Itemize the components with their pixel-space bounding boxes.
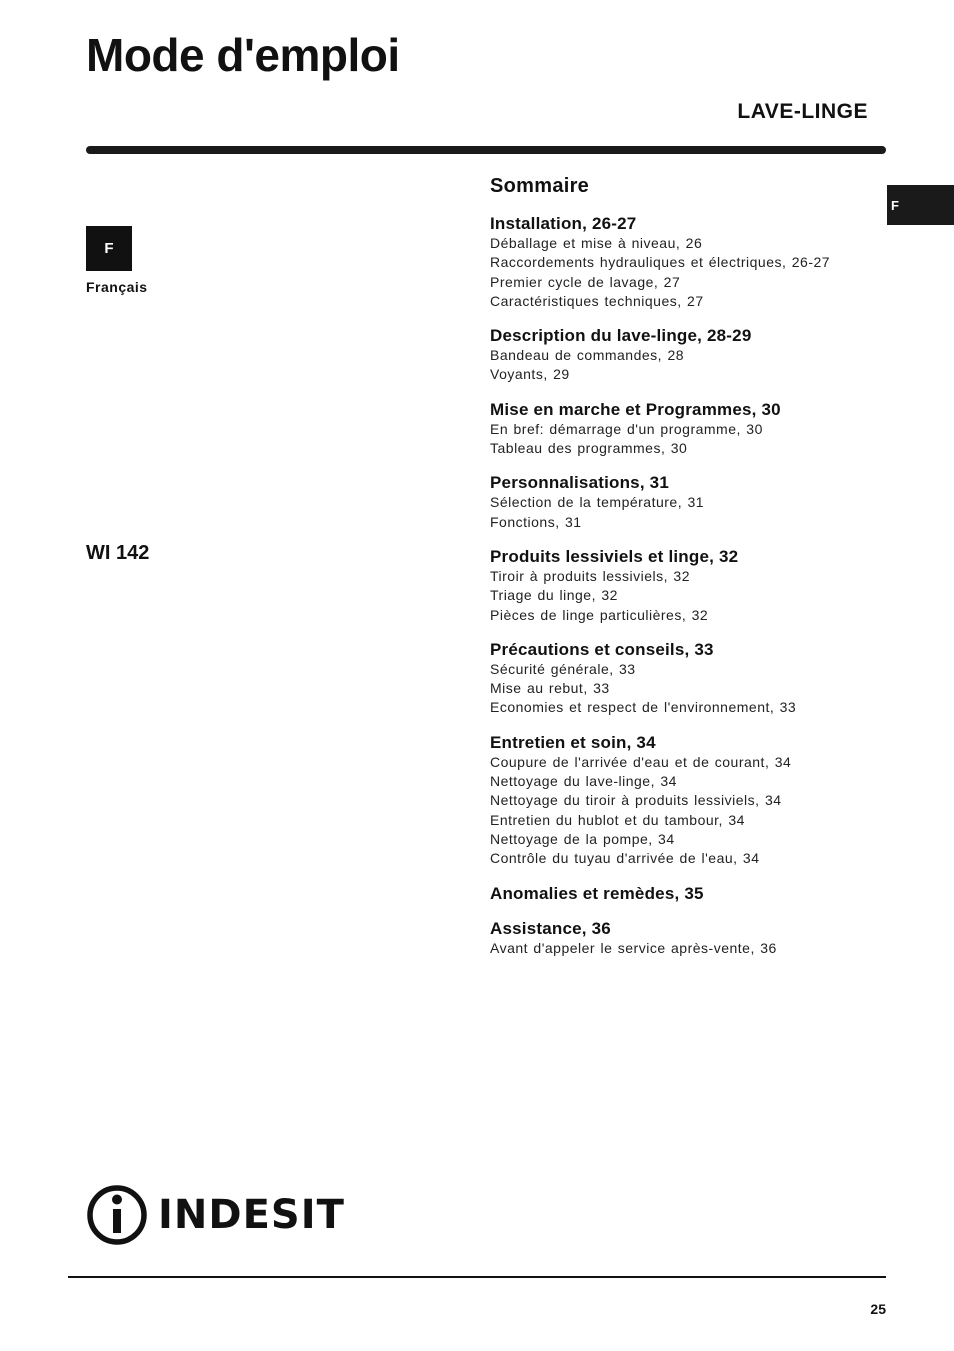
toc-item: Contrôle du tuyau d'arrivée de l'eau, 34: [490, 850, 760, 867]
indesit-logo-icon: [86, 1184, 148, 1246]
toc-section: [490, 640, 870, 718]
toc-item: Bandeau de commandes, 28: [490, 347, 685, 364]
toc-section: [490, 473, 870, 532]
toc-item: En bref: démarrage d'un programme, 30: [490, 420, 763, 437]
toc-item-list: [490, 234, 870, 311]
toc-section: [490, 400, 870, 459]
toc-item-list: [490, 420, 870, 459]
toc-item: Fonctions, 31: [490, 513, 582, 530]
brand-logo: [86, 1184, 345, 1246]
toc-item: Caractéristiques techniques, 27: [490, 292, 704, 309]
footer-divider: [68, 1276, 886, 1278]
toc-title: Sommaire: [490, 175, 590, 197]
header-divider: [86, 146, 886, 154]
toc-item: Avant d'appeler le service après-vente, 36: [490, 939, 777, 956]
language-side-tab: F: [887, 185, 954, 225]
toc-section-heading: Personnalisations, 31: [490, 473, 669, 493]
toc-sections: [490, 214, 870, 958]
toc-item: Nettoyage du tiroir à produits lessiviels, 34: [490, 792, 782, 809]
toc-item: Premier cycle de lavage, 27: [490, 273, 681, 290]
toc-section: [490, 547, 870, 625]
toc-item-list: [490, 753, 870, 869]
toc-item: Mise au rebut, 33: [490, 680, 610, 697]
toc-item-list: [490, 493, 870, 532]
model-number: WI 142: [86, 542, 150, 564]
brand-name: INDESIT: [158, 1192, 345, 1238]
toc-item: Sécurité générale, 33: [490, 660, 636, 677]
toc-item: Voyants, 29: [490, 366, 570, 383]
toc-section-heading: Précautions et conseils, 33: [490, 639, 714, 659]
toc-section: [490, 884, 870, 904]
toc-item: Tableau des programmes, 30: [490, 440, 688, 457]
toc-item: Raccordements hydrauliques et électriques, 26-27: [490, 254, 831, 271]
toc-section: [490, 214, 870, 311]
toc-section-heading: Mise en marche et Programmes, 30: [490, 399, 781, 419]
toc-section: [490, 733, 870, 869]
toc-section: [490, 326, 870, 385]
toc-item: Nettoyage du lave-linge, 34: [490, 773, 677, 790]
toc-section-heading: Entretien et soin, 34: [490, 732, 656, 752]
language-label: Français: [86, 279, 148, 295]
toc-section: [490, 919, 870, 958]
toc-item-list: [490, 567, 870, 625]
toc-item-list: [490, 660, 870, 718]
toc-item: Pièces de linge particulières, 32: [490, 606, 709, 623]
product-type: LAVE-LINGE: [737, 100, 868, 123]
table-of-contents: [490, 175, 870, 973]
toc-section-heading: Produits lessiviels et linge, 32: [490, 546, 739, 566]
toc-section-heading: Description du lave-linge, 28-29: [490, 326, 752, 346]
page-number: 25: [870, 1301, 886, 1317]
toc-item-list: [490, 346, 870, 385]
toc-item: Tiroir à produits lessiviels, 32: [490, 567, 690, 584]
toc-item: Economies et respect de l'environnement, 33: [490, 699, 797, 716]
toc-item: Déballage et mise à niveau, 26: [490, 235, 703, 251]
language-badge: F: [86, 226, 132, 271]
toc-item: Sélection de la température, 31: [490, 494, 705, 511]
toc-section-heading: Assistance, 36: [490, 918, 611, 938]
toc-item-list: [490, 939, 870, 958]
page-title: Mode d'emploi: [86, 29, 400, 81]
toc-item: Coupure de l'arrivée d'eau et de courant, 34: [490, 753, 792, 770]
toc-item: Entretien du hublot et du tambour, 34: [490, 811, 745, 828]
toc-section-heading: Installation, 26-27: [490, 214, 637, 233]
toc-item: Triage du linge, 32: [490, 587, 618, 604]
toc-item: Nettoyage de la pompe, 34: [490, 830, 675, 847]
toc-section-heading: Anomalies et remèdes, 35: [490, 883, 704, 903]
